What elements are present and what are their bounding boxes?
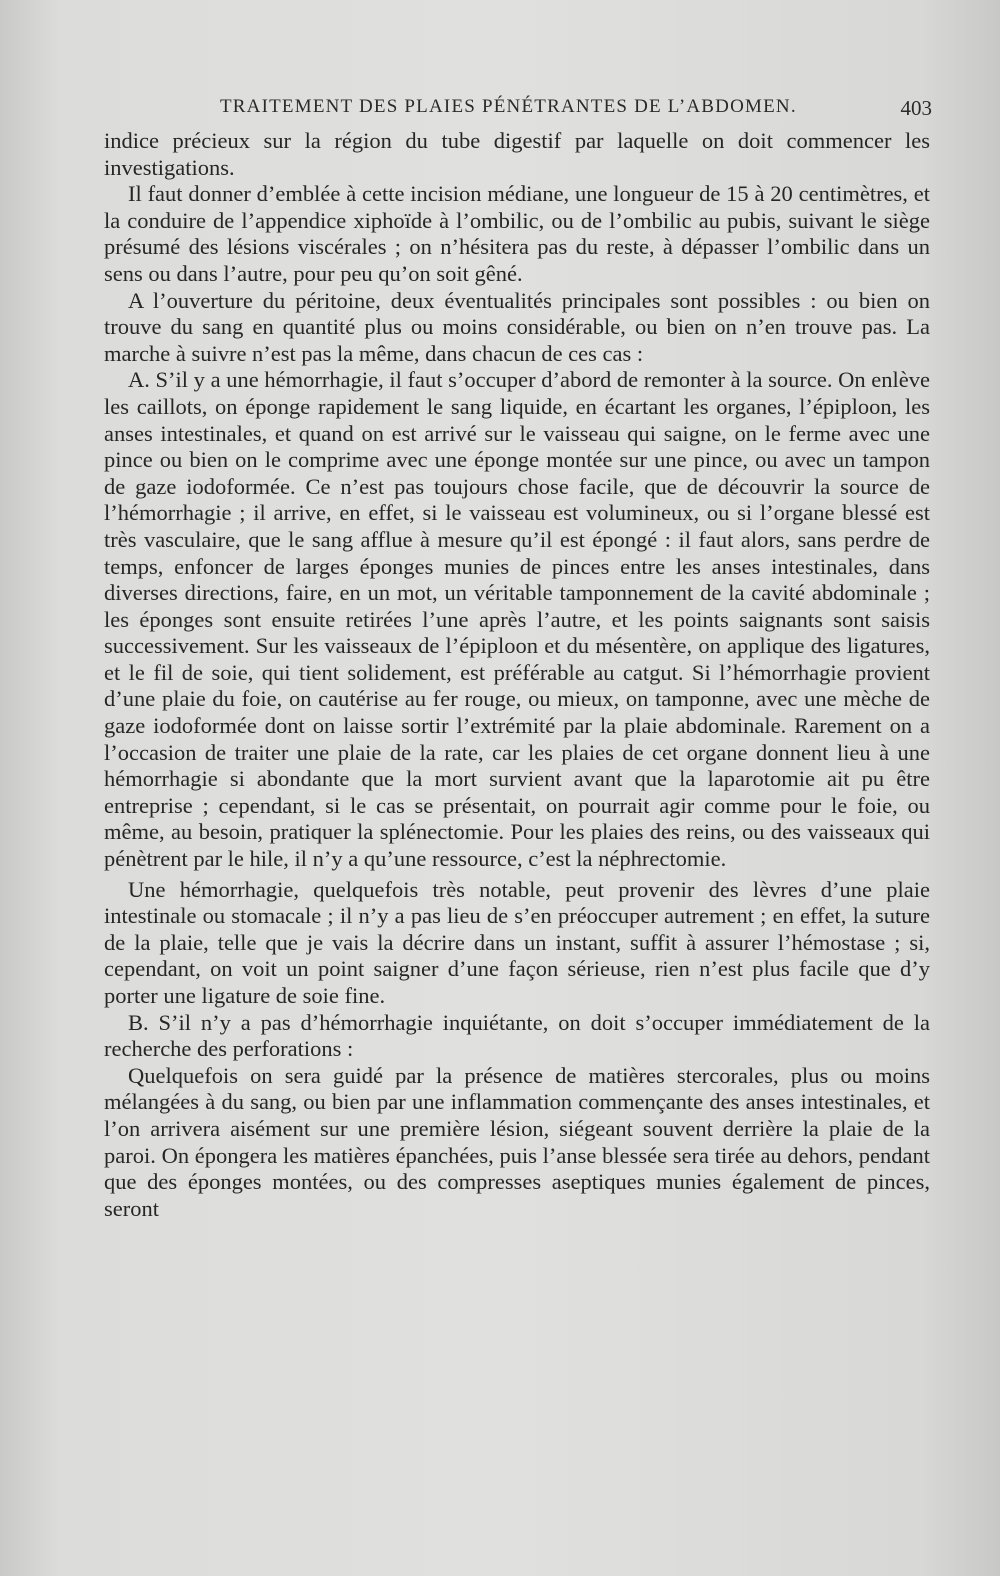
page-number: 403 <box>900 96 932 120</box>
body-text <box>104 128 930 1222</box>
paragraph: Une hémorrhagie, quelquefois très notable, peut provenir des lèvres d’une plaie intestinale ou stomacale ; il n’y a pas lieu de s’en préoccuper autrement ; en effet, la suture de la plaie, telle que je vais la décrire dans un instant, suffit à assurer l’hémostase ; si, cependant, on voit un point saigner d’une façon sérieuse, rien n’est plus facile que d’y porter une ligature de soie fine. <box>104 876 930 1008</box>
paragraph: A l’ouverture du péritoine, deux éventualités principales sont possibles : ou bien on trouve du sang en quantité plus ou moins considérable, ou bien on n’en trouve pas. La marche à suivre n’est pas la même, dans chacun de ces cas : <box>104 287 930 366</box>
paragraph: Il faut donner d’emblée à cette incision médiane, une longueur de 15 à 20 centimètres, et la conduire de l’appendice xiphoïde à l’ombilic, ou de l’ombilic au pubis, suivant le siège présumé des lésions viscérales ; on n’hésitera pas du reste, à dépasser l’ombilic dans un sens ou dans l’autre, pour peu qu’on soit gêné. <box>104 181 930 286</box>
paragraph: indice précieux sur la région du tube digestif par laquelle on doit commencer les investigations. <box>104 128 930 180</box>
running-title: TRAITEMENT DES PLAIES PÉNÉTRANTES DE L’ABDOMEN. <box>220 96 797 117</box>
page-header <box>100 96 932 126</box>
paragraph: B. S’il n’y a pas d’hémorrhagie inquiétante, on doit s’occuper immédiatement de la recherche des perforations : <box>104 1009 930 1062</box>
paragraph: A. S’il y a une hémorrhagie, il faut s’occuper d’abord de remonter à la source. On enlève les caillots, on éponge rapidement le sang liquide, en écartant les organes, l’épiploon, les anses intestinales, et quand on est arrivé sur le vaisseau qui saigne, on le ferme avec une pince ou bien on le comprime avec une éponge montée sur une pince, ou avec un tampon de gaze iodoformée. Ce n’est pas toujours chose facile, que de découvrir la source de l’hémorrhagie ; il arrive, en effet, si le vaisseau est volumineux, ou si l’organe blessé est très vasculaire, que le sang afflue à mesure qu’il est épongé : il faut alors, sans perdre de temps, enfoncer de larges éponges munies de pinces entre les anses intestinales, dans diverses directions, faire, en un mot, un véritable tamponnement de la cavité abdominale ; les éponges sont ensuite retirées l’une après l’autre, et les points saignants sont saisis successivement. Sur les vaisseaux de l’épiploon et du mésentère, on applique des ligatures, et le fil de soie, qui tient solidement, est préférable au catgut. Si l’hémorrhagie provient d’une plaie du foie, on cautérise au fer rouge, ou mieux, on tamponne, avec une mèche de gaze iodoformée dont on laisse sortir l’extrémité par la plaie abdominale. Rarement on a l’occasion de traiter une plaie de la rate, car les plaies de cet organe donnent lieu à une hémorrhagie si abondante que la mort survient avant que la laparotomie ait pu être entreprise ; cependant, si le cas se présentait, on pourrait agir comme pour le foie, ou même, au besoin, pratiquer la splénectomie. Pour les plaies des reins, ou des vaisseaux qui pénètrent par le hile, il n’y a qu’une ressource, c’est la néphrectomie. <box>104 367 930 872</box>
paragraph: Quelquefois on sera guidé par la présence de matières stercorales, plus ou moins mélangées à du sang, ou bien par une inflammation commençante des anses intestinales, et l’on arrivera aisément sur une première lésion, siégeant souvent derrière la plaie de la paroi. On épongera les matières épanchées, puis l’anse blessée sera tirée au dehors, pendant que des éponges montées, ou des compresses aseptiques munies également de pinces, seront <box>104 1062 930 1221</box>
